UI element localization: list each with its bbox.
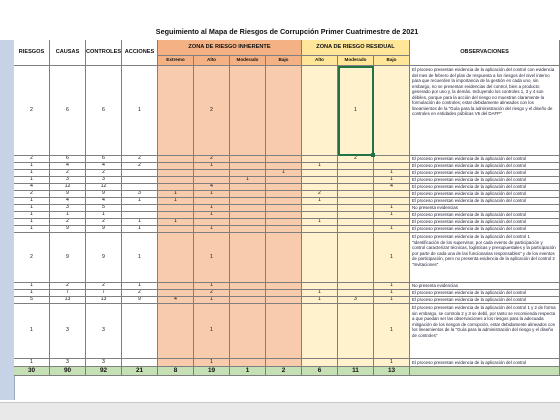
observation-cell[interactable]: El proceso presentan evidencia de la aplicación del control [410, 359, 560, 367]
table-cell[interactable]: 9 [50, 233, 86, 283]
table-cell[interactable]: 9 [86, 191, 122, 198]
subheader-residual: Moderado [338, 56, 374, 66]
table-cell[interactable] [338, 191, 374, 198]
table-cell[interactable]: 2 [194, 156, 230, 163]
table-cell[interactable]: 9 [50, 226, 86, 233]
observation-cell[interactable]: El proceso presentan evidencia de la aplicación del control [410, 184, 560, 191]
table-cell[interactable]: 2 [122, 290, 158, 297]
observation-cell[interactable]: El proceso presentan evidencia de la aplicación del control [410, 163, 560, 170]
table-cell[interactable]: 4 [50, 163, 86, 170]
table-cell[interactable] [230, 283, 266, 290]
table-cell[interactable]: 1 [14, 219, 50, 226]
table-cell[interactable]: 2 [50, 170, 86, 177]
table-cell[interactable]: 1 [194, 212, 230, 219]
table-cell[interactable]: 3 [50, 205, 86, 212]
table-cell[interactable]: 1 [194, 283, 230, 290]
table-cell[interactable] [338, 198, 374, 205]
table-cell[interactable]: 1 [158, 191, 194, 198]
table-cell[interactable] [338, 359, 374, 367]
table-cell[interactable] [338, 205, 374, 212]
total-cell[interactable]: 11 [338, 367, 374, 376]
table-cell[interactable] [266, 205, 302, 212]
table-cell[interactable]: 4 [374, 184, 410, 191]
table-cell[interactable] [302, 170, 338, 177]
table-cell[interactable] [230, 219, 266, 226]
table-cell[interactable]: 1 [302, 219, 338, 226]
table-cell[interactable] [230, 66, 266, 156]
table-cell[interactable] [230, 156, 266, 163]
table-cell[interactable]: 1 [14, 290, 50, 297]
table-cell[interactable] [230, 198, 266, 205]
table-cell[interactable]: 7 [86, 290, 122, 297]
table-cell[interactable]: 1 [122, 283, 158, 290]
table-cell[interactable]: 1 [338, 66, 374, 156]
table-cell[interactable] [302, 304, 338, 359]
table-cell[interactable]: 1 [122, 233, 158, 283]
table-cell[interactable]: 1 [302, 290, 338, 297]
table-cell[interactable]: 4 [86, 163, 122, 170]
total-cell-observaciones [410, 367, 560, 376]
header-zona-residual: ZONA DE RIESGO RESIDUAL [302, 40, 410, 56]
table-cell[interactable] [338, 219, 374, 226]
table-cell[interactable] [158, 163, 194, 170]
observation-cell[interactable]: El proceso presentan evidencia de la aplicación del control [410, 170, 560, 177]
table-cell[interactable] [266, 163, 302, 170]
table-cell[interactable] [338, 184, 374, 191]
header-zona-inherente: ZONA DE RIESGO INHERENTE [158, 40, 302, 56]
table-cell[interactable]: 6 [86, 156, 122, 163]
table-cell[interactable] [266, 226, 302, 233]
subheader-residual: Alto [302, 56, 338, 66]
observation-cell[interactable]: No presenta evidencias [410, 283, 560, 290]
table-cell[interactable]: 1 [158, 219, 194, 226]
table-cell[interactable] [266, 290, 302, 297]
table-cell[interactable]: 9 [86, 233, 122, 283]
table-cell[interactable]: 1 [14, 283, 50, 290]
table-cell[interactable]: 4 [50, 198, 86, 205]
table-cell[interactable] [338, 283, 374, 290]
table-cell[interactable]: 1 [374, 359, 410, 367]
total-cell[interactable]: 8 [158, 367, 194, 376]
table-cell[interactable]: 13 [86, 297, 122, 304]
table-cell[interactable] [230, 226, 266, 233]
observation-cell[interactable]: El proceso presentan evidencia de la aplicación del control [410, 212, 560, 219]
table-cell[interactable]: 1 [122, 226, 158, 233]
table-cell[interactable]: 1 [14, 304, 50, 359]
table-cell[interactable]: 1 [194, 191, 230, 198]
observation-cell[interactable]: El proceso presentan evidencia de la aplicación del control [410, 191, 560, 198]
table-cell[interactable]: 1 [266, 170, 302, 177]
table-cell[interactable] [230, 359, 266, 367]
table-cell[interactable] [158, 359, 194, 367]
subheader-inherente: Bajo [266, 56, 302, 66]
total-cell[interactable]: 30 [14, 367, 50, 376]
table-cell[interactable]: 5 [86, 205, 122, 212]
table-cell[interactable]: 1 [374, 290, 410, 297]
table-cell[interactable]: 3 [86, 304, 122, 359]
table-cell[interactable]: 3 [86, 359, 122, 367]
table-cell[interactable] [338, 233, 374, 283]
table-cell[interactable]: 2 [50, 283, 86, 290]
table-cell[interactable] [230, 170, 266, 177]
table-cell[interactable] [338, 163, 374, 170]
table-cell[interactable]: 1 [86, 212, 122, 219]
table-cell[interactable] [230, 184, 266, 191]
table-cell[interactable]: 1 [194, 233, 230, 283]
table-cell[interactable]: 4 [194, 184, 230, 191]
table-cell[interactable] [122, 177, 158, 184]
table-cell[interactable]: 2 [14, 233, 50, 283]
table-cell[interactable]: 2 [86, 219, 122, 226]
fill-handle[interactable] [371, 153, 375, 157]
table-cell[interactable] [302, 184, 338, 191]
table-cell[interactable] [266, 177, 302, 184]
observation-cell[interactable]: El proceso presentan evidencia de la aplicación del control [410, 219, 560, 226]
table-cell[interactable]: 2 [302, 191, 338, 198]
table-cell[interactable] [338, 290, 374, 297]
table-cell[interactable] [266, 297, 302, 304]
table-cell[interactable] [374, 163, 410, 170]
table-cell[interactable] [230, 297, 266, 304]
table-cell[interactable] [122, 359, 158, 367]
header-observaciones: OBSERVACIONES [410, 40, 560, 66]
table-cell[interactable]: 1 [122, 198, 158, 205]
table-cell[interactable] [302, 212, 338, 219]
table-cell[interactable]: 1 [194, 297, 230, 304]
table-cell[interactable] [266, 156, 302, 163]
table-cell[interactable]: 1 [302, 198, 338, 205]
table-cell[interactable]: 1 [122, 66, 158, 156]
table-cell[interactable]: 1 [374, 297, 410, 304]
table-cell[interactable]: 1 [14, 212, 50, 219]
table-cell[interactable] [230, 212, 266, 219]
table-cell[interactable] [302, 177, 338, 184]
table-cell[interactable]: 3 [338, 297, 374, 304]
table-cell[interactable] [230, 304, 266, 359]
table-cell[interactable] [302, 205, 338, 212]
table-cell[interactable] [338, 226, 374, 233]
table-cell[interactable] [338, 212, 374, 219]
observation-cell[interactable]: El proceso presentan evidencia de la aplicación del control 1 "Identificación de los supervisor, por cada evento de participación y control caracterizar técnicas, logísticas y presupuestales y la participación por parte de cada una de las funcionarias responsables" y de los eventos de participación, pero no presenta evidencia de la aplicación del control 2 "Invitaciones" [410, 233, 560, 283]
table-cell[interactable] [266, 191, 302, 198]
observation-cell[interactable]: El proceso presentan evidencia de la aplicación del control [410, 297, 560, 304]
table-cell[interactable]: 6 [86, 66, 122, 156]
row-header-strip [0, 40, 15, 400]
table-cell[interactable]: 2 [86, 170, 122, 177]
table-cell[interactable] [122, 212, 158, 219]
table-cell[interactable]: 9 [86, 226, 122, 233]
table-cell[interactable] [158, 205, 194, 212]
observation-cell[interactable]: El proceso presentan evidencia de la aplicación del control [410, 156, 560, 163]
observation-cell[interactable]: El proceso presentan evidencia de la aplicación del control [410, 198, 560, 205]
table-cell[interactable]: 2 [122, 163, 158, 170]
table-cell[interactable]: 1 [374, 226, 410, 233]
header-acciones: ACCIONES [122, 40, 158, 66]
observation-cell[interactable]: El proceso presentan evidencia de la aplicación del control [410, 177, 560, 184]
table-cell[interactable] [266, 66, 302, 156]
table-cell[interactable] [158, 177, 194, 184]
subheader-inherente: Alto [194, 56, 230, 66]
table-cell[interactable]: 9 [50, 191, 86, 198]
table-cell[interactable] [230, 163, 266, 170]
table-cell[interactable]: 2 [122, 156, 158, 163]
table-cell[interactable]: 1 [230, 177, 266, 184]
table-cell[interactable] [374, 66, 410, 156]
observation-cell[interactable]: El proceso presentan evidencia de la aplicación del control 1 y 2 de forma sin embargo, se controla 2 y 3 se debil, por tanto se recomienda respecta a que puedan ser las observaciones a los riesgos para la adecuada mitigación de los riesgos de corrupción, estar debidamente alineados con los lineamientos de la "Guía para la administración del riesgo y el diseño de controles" [410, 304, 560, 359]
table-cell[interactable] [122, 184, 158, 191]
table-cell[interactable]: 3 [50, 359, 86, 367]
total-cell[interactable]: 2 [266, 367, 302, 376]
table-cell[interactable]: 2 [194, 66, 230, 156]
table-cell[interactable]: 1 [374, 170, 410, 177]
table-cell[interactable]: 2 [14, 191, 50, 198]
table-cell[interactable]: 1 [194, 163, 230, 170]
table-cell[interactable] [122, 170, 158, 177]
total-cell[interactable]: 21 [122, 367, 158, 376]
table-cell[interactable] [338, 304, 374, 359]
table-cell[interactable] [122, 304, 158, 359]
table-cell[interactable] [230, 233, 266, 283]
observation-cell[interactable]: El proceso presentan evidencia de la aplicación del control [410, 290, 560, 297]
total-cell[interactable]: 19 [194, 367, 230, 376]
table-cell[interactable] [230, 205, 266, 212]
table-cell[interactable]: 4 [158, 297, 194, 304]
table-cell[interactable]: 1 [194, 304, 230, 359]
table-cell[interactable]: 3 [122, 191, 158, 198]
observation-cell[interactable]: No presenta evidencias [410, 205, 560, 212]
table-cell[interactable]: 3 [50, 177, 86, 184]
table-cell[interactable]: 6 [50, 156, 86, 163]
table-cell[interactable]: 1 [14, 205, 50, 212]
total-cell[interactable]: 6 [302, 367, 338, 376]
table-cell[interactable]: 5 [14, 297, 50, 304]
table-cell[interactable] [122, 205, 158, 212]
table-cell[interactable]: 1 [374, 304, 410, 359]
sheet-title: Seguimiento al Mapa de Riesgos de Corrupción Primer Cuatrimestre de 2021 [155, 27, 419, 36]
subheader-inherente: Moderado [230, 56, 266, 66]
table-cell[interactable] [266, 212, 302, 219]
table-cell[interactable]: 1 [14, 163, 50, 170]
total-cell[interactable]: 90 [50, 367, 86, 376]
selected-cell[interactable] [338, 66, 374, 156]
observation-cell[interactable]: El proceso presentan evidencia de la aplicación del control con evidencia del mes de febrero del plan de respuesta a los riesgos del nivel interno para que recuerden la importancia de la gestión en cada uno, sin embargo, no se presentan evidencias del control, bien a producto generado por uno y, la demás. Incluyendo los controles 1, 3 y 4 son débiles, porque para la acción del riesgo no muestran claramente la formulación de controles; estar debidamente alineados con los lineamientos de la "Guía para la administración del riesgo y el diseño de controles en entidades públicas V5 del DAFP" [410, 66, 560, 156]
table-cell[interactable]: 1 [374, 212, 410, 219]
table-cell[interactable] [374, 198, 410, 205]
table-cell[interactable]: 3 [86, 177, 122, 184]
table-cell[interactable]: 1 [194, 205, 230, 212]
table-cell[interactable] [158, 290, 194, 297]
table-cell[interactable] [338, 170, 374, 177]
table-cell[interactable]: 1 [302, 163, 338, 170]
table-cell[interactable] [158, 304, 194, 359]
table-cell[interactable]: 1 [194, 226, 230, 233]
table-cell[interactable] [194, 219, 230, 226]
table-cell[interactable]: 6 [50, 66, 86, 156]
total-cell[interactable]: 92 [86, 367, 122, 376]
total-cell[interactable]: 13 [374, 367, 410, 376]
subheader-inherente: Extremo [158, 56, 194, 66]
table-cell[interactable] [266, 304, 302, 359]
header-controles: CONTROLES [86, 40, 122, 66]
table-cell[interactable] [374, 156, 410, 163]
table-cell[interactable]: 2 [86, 283, 122, 290]
table-cell[interactable] [158, 283, 194, 290]
table-cell[interactable]: 2 [194, 290, 230, 297]
header-riesgos: RIESGOS [14, 40, 50, 66]
table-cell[interactable] [302, 359, 338, 367]
table-cell[interactable] [158, 184, 194, 191]
table-cell[interactable] [230, 290, 266, 297]
table-cell[interactable]: 1 [194, 359, 230, 367]
table-cell[interactable] [158, 226, 194, 233]
table-cell[interactable]: 1 [374, 177, 410, 184]
table-cell[interactable] [266, 283, 302, 290]
table-cell[interactable] [302, 283, 338, 290]
table-cell[interactable] [158, 212, 194, 219]
table-cell[interactable] [158, 170, 194, 177]
table-cell[interactable]: 4 [86, 198, 122, 205]
table-cell[interactable] [230, 191, 266, 198]
table-cell[interactable] [194, 177, 230, 184]
header-causas: CAUSAS [50, 40, 86, 66]
table-cell[interactable] [158, 66, 194, 156]
table-cell[interactable] [266, 184, 302, 191]
table-cell[interactable] [374, 191, 410, 198]
table-cell[interactable] [266, 219, 302, 226]
table-cell[interactable] [302, 226, 338, 233]
table-cell[interactable]: 2 [14, 66, 50, 156]
table-cell[interactable] [302, 66, 338, 156]
observation-cell[interactable]: El proceso presentan evidencia de la aplicación del control [410, 226, 560, 233]
table-cell[interactable] [266, 233, 302, 283]
table-cell[interactable] [194, 170, 230, 177]
table-cell[interactable]: 1 [374, 233, 410, 283]
table-cell[interactable] [266, 359, 302, 367]
table-cell[interactable]: 3 [50, 304, 86, 359]
subheader-residual: Bajo [374, 56, 410, 66]
table-cell[interactable]: 1 [14, 359, 50, 367]
table-cell[interactable]: 2 [14, 156, 50, 163]
table-cell[interactable]: 13 [50, 297, 86, 304]
table-cell[interactable]: 2 [50, 219, 86, 226]
table-cell[interactable] [158, 233, 194, 283]
table-cell[interactable]: 12 [86, 184, 122, 191]
sheet-bottom-bar [0, 402, 560, 420]
table-cell[interactable]: 1 [14, 226, 50, 233]
table-cell[interactable]: 1 [158, 198, 194, 205]
table-cell[interactable] [374, 219, 410, 226]
table-cell[interactable]: 1 [374, 205, 410, 212]
table-cell[interactable]: 1 [122, 219, 158, 226]
table-cell[interactable]: 1 [14, 198, 50, 205]
table-cell[interactable]: 2 [338, 156, 374, 163]
table-cell[interactable]: 9 [122, 297, 158, 304]
table-cell[interactable]: 12 [50, 184, 86, 191]
table-cell[interactable] [266, 198, 302, 205]
table-cell[interactable] [158, 156, 194, 163]
table-cell[interactable] [302, 156, 338, 163]
table-cell[interactable] [338, 177, 374, 184]
table-cell[interactable]: 1 [14, 177, 50, 184]
table-cell[interactable]: 1 [302, 297, 338, 304]
table-cell[interactable] [302, 233, 338, 283]
table-cell[interactable] [194, 198, 230, 205]
table-cell[interactable]: 1 [374, 283, 410, 290]
total-cell[interactable]: 1 [230, 367, 266, 376]
table-cell[interactable]: 1 [50, 212, 86, 219]
table-cell[interactable]: 1 [14, 170, 50, 177]
table-cell[interactable]: 7 [50, 290, 86, 297]
table-cell[interactable]: 4 [14, 184, 50, 191]
